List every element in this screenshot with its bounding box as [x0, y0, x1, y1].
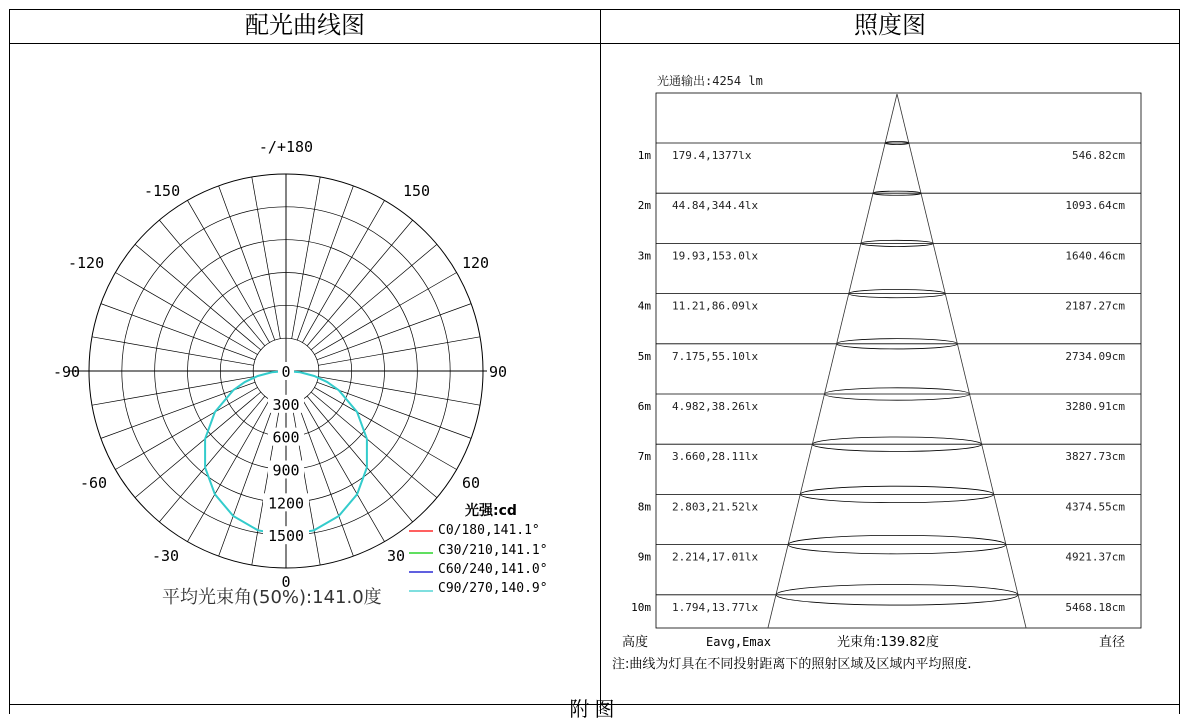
polar-angle-label: -/+180: [258, 138, 314, 156]
header-illuminance-title: 照度图: [854, 13, 926, 39]
polar-angle-label: 120: [462, 254, 490, 272]
illuminance-diameter: 3280.91cm: [1065, 400, 1125, 413]
polar-radial-label: 900: [272, 461, 300, 480]
illuminance-height-label: 6m: [637, 400, 651, 413]
header-polar-title: 配光曲线图: [245, 13, 365, 39]
illuminance-column-eavg: Eavg,Emax: [706, 635, 772, 649]
cone-edge-right: [897, 94, 1026, 628]
illuminance-height-label: 8m: [637, 500, 651, 514]
illuminance-eavg-emax: 1.794,13.77lx: [672, 600, 759, 614]
illuminance-eavg-emax: 2.803,21.52lx: [672, 500, 759, 514]
illuminance-note: 注:曲线为灯具在不同投射距离下的照射区域及区域内平均照度.: [612, 657, 972, 672]
illuminance-column-diameter: 直径: [1098, 635, 1125, 650]
legend-entry: C30/210,141.1°: [438, 543, 548, 558]
legend-entry: C0/180,141.1°: [438, 523, 540, 538]
illuminance-height-label: 3m: [637, 249, 651, 263]
illuminance-diameter: 3827.73cm: [1065, 450, 1125, 464]
illuminance-eavg-emax: 19.93,153.0lx: [672, 249, 759, 263]
polar-angle-label: 30: [387, 547, 406, 565]
polar-radial-label: 300: [272, 395, 300, 414]
illuminance-diameter: 2734.09cm: [1065, 349, 1125, 363]
polar-angle-label: -90: [53, 363, 81, 381]
illuminance-diameter: 4374.55cm: [1065, 500, 1125, 514]
illuminance-eavg-emax: 7.175,55.10lx: [672, 349, 759, 363]
polar-angle-label: 60: [462, 474, 481, 492]
polar-radial-label: 1200: [267, 494, 305, 513]
illuminance-title: 光通输出:4254 lm: [657, 74, 763, 88]
illuminance-diameter: 1093.64cm: [1065, 199, 1125, 213]
illuminance-diameter: 546.82cm: [1072, 149, 1125, 162]
beam-angle-text: 平均光束角(50%):141.0度: [162, 587, 382, 608]
illuminance-height-label: 10m: [631, 600, 651, 614]
illuminance-diameter: 2187.27cm: [1065, 299, 1125, 313]
polar-unit-label: 光强:cd: [465, 503, 517, 519]
illuminance-diameter: 4921.37cm: [1065, 550, 1125, 564]
cone-edge-left: [768, 94, 897, 628]
illuminance-eavg-emax: 44.84,344.4lx: [672, 199, 759, 213]
illuminance-eavg-emax: 2.214,17.01lx: [672, 550, 759, 564]
illuminance-height-label: 5m: [637, 349, 651, 363]
polar-angle-label: 150: [403, 182, 431, 200]
illuminance-column-beam-angle: 光束角:139.82度: [837, 635, 939, 650]
illuminance-eavg-emax: 3.660,28.11lx: [672, 450, 759, 464]
polar-angle-label: -30: [152, 547, 180, 565]
polar-angle-label: -150: [144, 182, 181, 200]
legend-entry: C90/270,140.9°: [438, 581, 548, 596]
polar-angle-label: -60: [80, 474, 108, 492]
illuminance-eavg-emax: 11.21,86.09lx: [672, 299, 759, 313]
illuminance-height-label: 1m: [637, 149, 651, 162]
illuminance-diameter: 1640.46cm: [1065, 249, 1125, 263]
illuminance-diameter: 5468.18cm: [1065, 600, 1125, 614]
polar-radial-label: 0: [281, 363, 291, 381]
legend-entry: C60/240,141.0°: [438, 562, 548, 577]
polar-radial-label: 1500: [267, 527, 305, 546]
polar-radial-label: 600: [272, 428, 300, 447]
illuminance-eavg-emax: 179.4,1377lx: [672, 149, 752, 162]
polar-angle-label: -120: [68, 254, 105, 272]
illuminance-height-label: 4m: [637, 299, 651, 313]
illuminance-column-height: 高度: [622, 635, 649, 650]
illuminance-eavg-emax: 4.982,38.26lx: [672, 400, 759, 413]
polar-angle-label: 0: [281, 573, 291, 591]
figure-caption: 附 图: [569, 699, 615, 721]
illuminance-height-label: 7m: [637, 450, 651, 464]
polar-angle-label: 90: [489, 363, 508, 381]
illuminance-height-label: 9m: [637, 550, 651, 564]
illuminance-height-label: 2m: [637, 199, 651, 213]
